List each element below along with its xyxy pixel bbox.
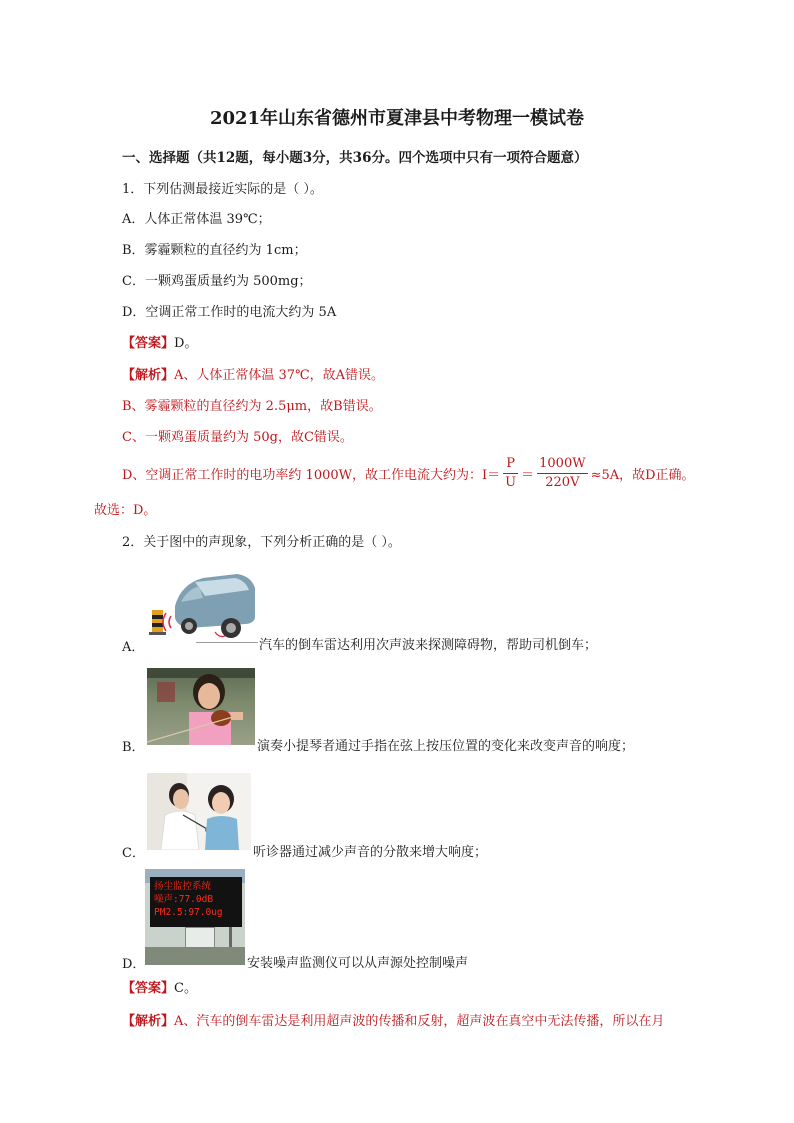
answer-tag: 【答案】 bbox=[122, 981, 175, 996]
analysis-tag: 【解析】 bbox=[122, 368, 175, 383]
answer-value: D。 bbox=[174, 336, 198, 351]
monitor-box bbox=[185, 927, 215, 949]
question-2-stem: 2．关于图中的声现象，下列分析正确的是（ ）。 bbox=[122, 535, 401, 550]
analysis-d-result: ≈5A，故D正确。 bbox=[590, 467, 695, 483]
answer-tag: 【答案】 bbox=[122, 336, 175, 351]
q2-option-c-letter: C． bbox=[122, 846, 145, 861]
sign-line-pm25: PM2.5:97.0ug bbox=[154, 907, 223, 918]
q1-analysis-b: B、雾霾颗粒的直径约为 2.5μm，故B错误。 bbox=[122, 399, 382, 414]
section-heading: 一、选择题（共12题，每小题3分，共36分。四个选项中只有一项符合题意） bbox=[122, 150, 588, 166]
equals-sign: ＝ bbox=[521, 467, 535, 483]
q2-analysis-a bbox=[122, 1010, 664, 1029]
noise-monitor-image bbox=[145, 869, 245, 965]
paper-title: 2021年山东省德州市夏津县中考物理一模试卷 bbox=[209, 108, 585, 129]
fraction-power-over-voltage bbox=[537, 455, 587, 492]
q1-option-b: B．雾霾颗粒的直径约为 1cm； bbox=[122, 243, 307, 258]
q1-analysis-d bbox=[122, 453, 695, 493]
q1-answer bbox=[122, 332, 197, 351]
q1-option-d: D．空调正常工作时的电流大约为 5A bbox=[122, 305, 337, 320]
answer-value: C。 bbox=[174, 981, 197, 996]
reversing-car-image bbox=[145, 566, 257, 644]
q2-option-a-letter: A． bbox=[122, 640, 145, 655]
violin-player-image bbox=[147, 668, 255, 745]
fraction-denominator: 220V bbox=[545, 474, 580, 490]
q2-option-c-text: 听诊器通过减少声音的分散来增大响度； bbox=[253, 845, 488, 860]
fraction-numerator: P bbox=[503, 455, 518, 474]
q2-answer bbox=[122, 977, 197, 996]
sign-line-title: 扬尘监控系统 bbox=[154, 881, 212, 892]
sign-line-noise: 噪声:77.0dB bbox=[154, 894, 214, 905]
analysis-text: A、汽车的倒车雷达是利用超声波的传播和反射，超声波在真空中无法传播，所以在月 bbox=[174, 1014, 665, 1029]
analysis-d-text: D、空调正常工作时的电功率约 1000W，故工作电流大约为：I＝ bbox=[122, 467, 501, 483]
q2-option-d-text: 安装噪声监测仪可以从声源处控制噪声 bbox=[247, 956, 469, 971]
analysis-text: A、人体正常体温 37℃，故A错误。 bbox=[174, 368, 385, 383]
q2-option-b-text: 演奏小提琴者通过手指在弦上按压位置的变化来改变声音的响度； bbox=[257, 739, 635, 754]
q1-analysis-c: C、一颗鸡蛋质量约为 50g，故C错误。 bbox=[122, 430, 353, 445]
q2-option-b-letter: B． bbox=[122, 740, 145, 755]
stethoscope-exam-image bbox=[147, 773, 251, 850]
led-sign-panel bbox=[150, 877, 242, 927]
fraction-p-over-u bbox=[503, 455, 518, 492]
q2-option-d-letter: D． bbox=[122, 957, 146, 972]
q2-option-a-text: 汽车的倒车雷达利用次声波来探测障碍物，帮助司机倒车； bbox=[259, 638, 598, 653]
fraction-denominator: U bbox=[505, 474, 517, 490]
q1-analysis-a bbox=[122, 364, 384, 383]
image-underline bbox=[196, 642, 258, 643]
question-1-stem: 1．下列估测最接近实际的是（ ）。 bbox=[122, 182, 323, 197]
analysis-tag: 【解析】 bbox=[122, 1014, 175, 1029]
q1-option-c: C．一颗鸡蛋质量约为 500mg； bbox=[122, 274, 312, 289]
q1-option-a: A．人体正常体温 39℃； bbox=[122, 212, 271, 227]
q1-conclusion: 故选：D。 bbox=[94, 503, 157, 518]
fraction-numerator: 1000W bbox=[537, 455, 587, 474]
